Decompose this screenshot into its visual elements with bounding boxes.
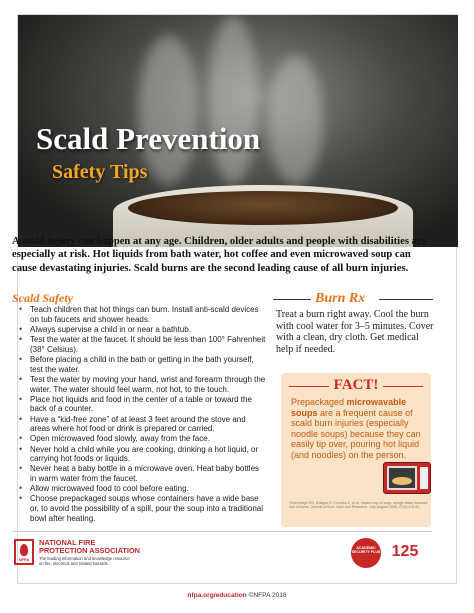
divider xyxy=(379,299,433,300)
divider xyxy=(383,386,423,387)
microwave-icon xyxy=(383,458,431,496)
copyright: ©NFPA 2018 xyxy=(246,592,287,599)
anniversary-badge: 125 xyxy=(391,543,419,560)
flyer-page xyxy=(12,14,457,584)
list-item: • Before placing a child in the bath or getting in the bath yourself, test the water. xyxy=(19,355,267,375)
list-item: • Open microwaved food slowly, away from the face. xyxy=(19,434,267,444)
list-item: • Never hold a child while you are cooking, drinking a hot liquid, or carrying hot foods or liquids. xyxy=(19,445,267,465)
fact-body: are a frequent cause of scald burn injuries (especially noodle soups) because they can easily tip over, pouring hot liquid (and noodles) on the person. xyxy=(291,407,421,460)
list-item: • Never heat a baby bottle in a microwave oven. Heat baby bottles in warm water from the faucet. xyxy=(19,464,267,484)
list-item: • Test the water by moving your hand, wrist and forearm through the water. The water should feel warm, not hot, to the touch. xyxy=(19,375,267,395)
nfpa-logo-icon xyxy=(14,539,34,565)
fact-lead: Prepackaged xyxy=(291,397,347,407)
page-subtitle: Safety Tips xyxy=(52,161,148,183)
burn-rx-header xyxy=(273,291,433,307)
list-item: • Always supervise a child in or near a bathtub. xyxy=(19,325,267,335)
org-tagline xyxy=(39,556,130,566)
org-name-line: PROTECTION ASSOCIATION xyxy=(39,546,141,555)
fact-citation: Greenhalgh DG, Bridges P, Coombs E, et al. Instant cup of soup: design flaws increase risk of burns. Journal of Burn Care and Research. July-August 2006; 27(4):476-81 xyxy=(289,501,428,510)
org-tagline-line: The leading information and knowledge resource xyxy=(39,556,130,561)
logo-text: NFPA xyxy=(18,557,30,562)
org-name-line: NATIONAL FIRE xyxy=(39,538,96,547)
fact-text xyxy=(291,397,425,461)
steam-wisp xyxy=(208,15,258,185)
list-item: • Test the water at the faucet. It should be less than 100° Fahrenheit (38° Celsius). xyxy=(19,335,267,355)
intro-paragraph: A scald injury can happen at any age. Children, older adults and people with disabilities are especially at risk. Hot liquids from bath water, hot coffee and even microwaved soup can cause devastating injuries. Scald burns are the second leading cause of all burn injuries. xyxy=(12,236,427,274)
list-item: • Place hot liquids and food in the center of a table or toward the back of a counter. xyxy=(19,395,267,415)
academic-security-seal: ACADEMIC SECURITY PLUS xyxy=(351,538,381,568)
fact-box xyxy=(281,373,431,527)
fact-emphasis: microwavable soups xyxy=(291,397,407,418)
burn-rx-heading: Burn Rx xyxy=(315,291,366,306)
scald-safety-list xyxy=(19,305,267,524)
list-item: • Choose prepackaged soups whose containers have a wide base or, to avoid the possibility of a spill, pour the soup into a traditional bowl after heating. xyxy=(19,494,267,523)
coffee-surface xyxy=(128,191,398,225)
hero-image xyxy=(18,15,458,247)
org-name xyxy=(39,539,140,555)
divider xyxy=(273,299,311,300)
fact-heading: FACT! xyxy=(333,377,379,393)
flame-icon xyxy=(20,544,28,556)
list-item: • Have a “kid-free zone” of at least 3 feet around the stove and areas where hot food or drink is prepared or carried. xyxy=(19,415,267,435)
scald-safety-heading: Scald Safety xyxy=(12,291,73,305)
burn-rx-text: Treat a burn right away. Cool the burn with cool water for 3–5 minutes. Cover with a clean, dry cloth. Get medical help if needed. xyxy=(276,309,434,355)
list-item: • Teach children that hot things can burn. Install anti-scald devices on tub faucets and shower heads. xyxy=(19,305,267,325)
education-link[interactable]: nfpa.org/education xyxy=(187,592,247,599)
footer-url xyxy=(0,592,474,599)
org-tagline-line: on fire, electrical and related hazards xyxy=(39,561,108,566)
footer-divider xyxy=(12,531,432,532)
page-title: Scald Prevention xyxy=(36,121,261,156)
steam-wisp xyxy=(268,55,323,185)
list-item: • Allow microwaved food to cool before eating. xyxy=(19,484,267,494)
